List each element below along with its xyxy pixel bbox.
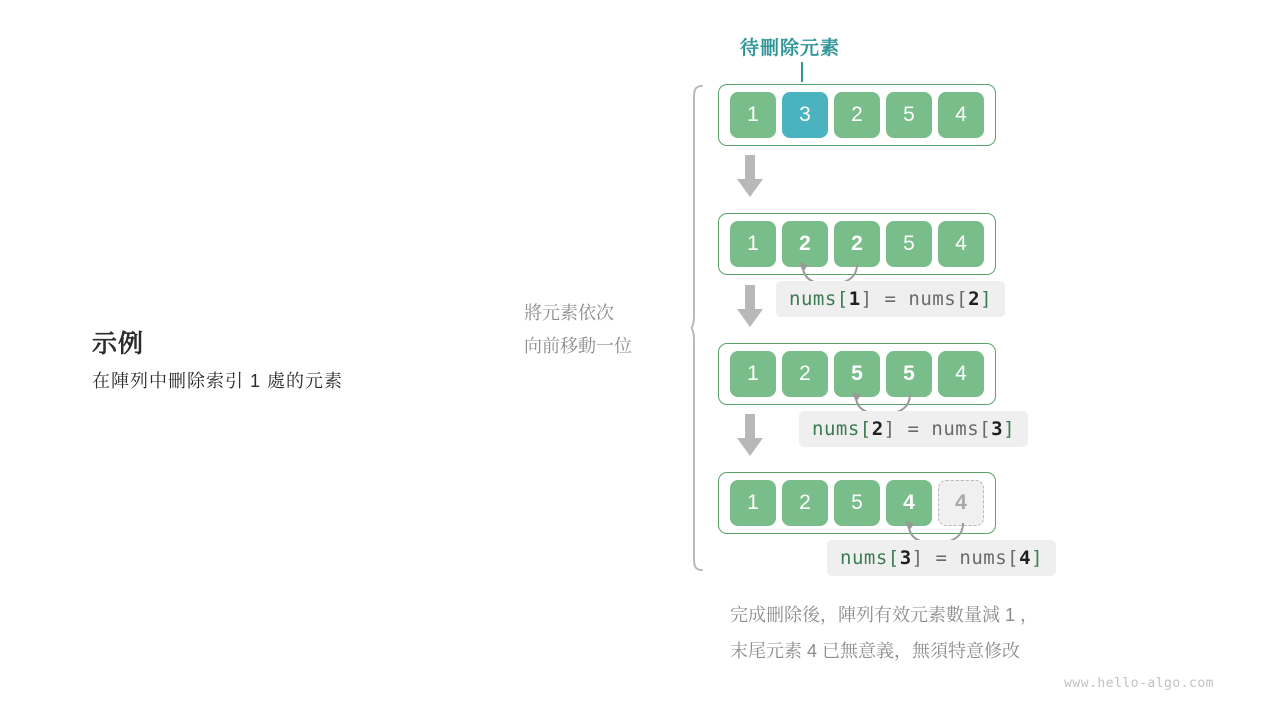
code-lhs-index: 3 <box>899 547 912 569</box>
array-cell: 4 <box>938 351 984 397</box>
array-cell: 5 <box>834 480 880 526</box>
down-arrow-icon <box>737 414 763 456</box>
array-cell: 1 <box>730 480 776 526</box>
code-end: ] <box>1031 547 1044 569</box>
array-row-initial <box>718 84 996 146</box>
array-cell-source: 5 <box>886 351 932 397</box>
array-cell: 2 <box>834 92 880 138</box>
code-rhs-index: 4 <box>1019 547 1032 569</box>
code-label-shift-1 <box>776 281 1005 317</box>
example-subtitle: 在陣列中刪除索引 1 處的元素 <box>92 371 344 391</box>
code-label-shift-2 <box>799 411 1028 447</box>
code-lhs: nums[ <box>812 418 872 440</box>
shift-annotation-line1: 將元素依次 <box>524 303 614 323</box>
code-lhs: nums[ <box>840 547 900 569</box>
shift-annotation-line2: 向前移動一位 <box>524 336 632 356</box>
code-label-shift-3 <box>827 540 1056 576</box>
code-lhs-index: 2 <box>871 418 884 440</box>
array-cell-invalid: 4 <box>938 480 984 526</box>
delete-target-pointer <box>801 62 803 82</box>
array-cell: 2 <box>782 351 828 397</box>
footer-note-line2: 末尾元素 4 已無意義，無須特意修改 <box>730 641 1021 661</box>
code-mid: ] = nums[ <box>883 418 992 440</box>
array-cell-updated: 2 <box>782 221 828 267</box>
array-cell: 1 <box>730 221 776 267</box>
array-cell-source: 2 <box>834 221 880 267</box>
array-cell: 4 <box>938 92 984 138</box>
array-cell-highlighted: 3 <box>782 92 828 138</box>
code-mid: ] = nums[ <box>860 288 969 310</box>
brace-bracket <box>690 84 704 572</box>
example-title: 示例 <box>92 330 145 358</box>
code-rhs-index: 2 <box>968 288 981 310</box>
array-cell: 4 <box>938 221 984 267</box>
footer-note <box>730 597 1038 669</box>
array-cell-updated: 4 <box>886 480 932 526</box>
array-cell: 5 <box>886 92 932 138</box>
watermark: www.hello-algo.com <box>1064 676 1214 691</box>
code-lhs: nums[ <box>789 288 849 310</box>
code-end: ] <box>980 288 993 310</box>
code-end: ] <box>1003 418 1016 440</box>
code-mid: ] = nums[ <box>911 547 1020 569</box>
shift-annotation <box>524 297 632 363</box>
array-cell: 2 <box>782 480 828 526</box>
code-rhs-index: 3 <box>991 418 1004 440</box>
array-cell: 5 <box>886 221 932 267</box>
array-cell: 1 <box>730 351 776 397</box>
array-cell-updated: 5 <box>834 351 880 397</box>
delete-target-label: 待刪除元素 <box>740 38 841 59</box>
footer-note-line1: 完成刪除後，陣列有效元素數量減 1 ， <box>730 605 1039 625</box>
array-cell: 1 <box>730 92 776 138</box>
code-lhs-index: 1 <box>848 288 861 310</box>
down-arrow-icon <box>737 155 763 197</box>
down-arrow-icon <box>737 285 763 327</box>
